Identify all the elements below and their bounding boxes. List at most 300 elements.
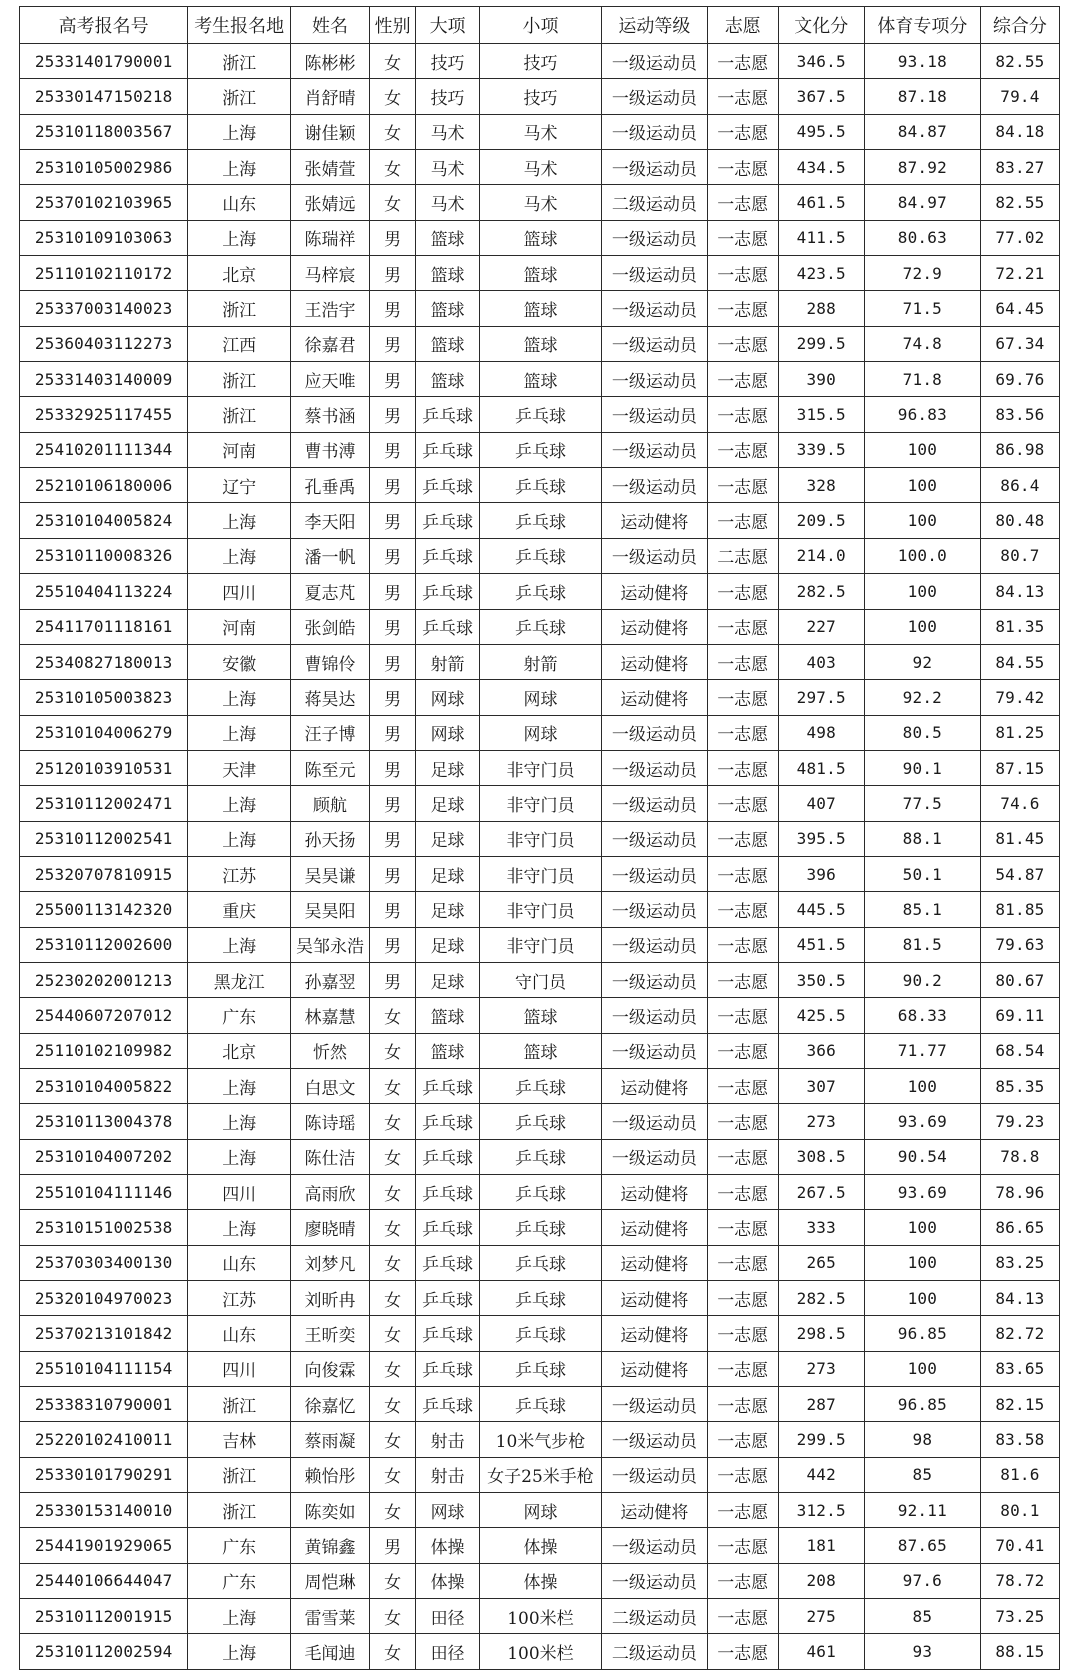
exam-id-cell: 25330101790291 (20, 1457, 188, 1492)
name-cell: 孙嘉翌 (291, 962, 370, 997)
table-row (20, 786, 1060, 821)
event-cell: 守门员 (479, 962, 601, 997)
region-cell: 广东 (188, 1563, 291, 1598)
name-cell: 刘昕冉 (291, 1281, 370, 1316)
event-cell: 篮球 (479, 256, 601, 291)
category-cell: 足球 (416, 821, 480, 856)
region-cell: 北京 (188, 1033, 291, 1068)
event-cell: 乒乓球 (479, 1210, 601, 1245)
exam-id-cell: 25310118003567 (20, 114, 188, 149)
event-cell: 乒乓球 (479, 1316, 601, 1351)
total-score-cell: 80.1 (980, 1493, 1059, 1528)
category-cell: 足球 (416, 750, 480, 785)
category-cell: 田径 (416, 1599, 480, 1634)
event-cell: 乒乓球 (479, 538, 601, 573)
preference-cell: 一志愿 (707, 998, 778, 1033)
total-score-cell: 78.8 (980, 1139, 1059, 1174)
sports-score-cell: 100 (864, 1210, 980, 1245)
table-row (20, 750, 1060, 785)
exam-id-cell: 25370303400130 (20, 1245, 188, 1280)
region-cell: 上海 (188, 927, 291, 962)
academic-score-cell: 315.5 (778, 397, 864, 432)
gender-cell: 女 (370, 1104, 416, 1139)
sports-score-cell: 77.5 (864, 786, 980, 821)
academic-score-cell: 339.5 (778, 432, 864, 467)
exam-id-cell: 25110102110172 (20, 256, 188, 291)
name-cell: 王昕奕 (291, 1316, 370, 1351)
athlete-level-cell: 二级运动员 (602, 1599, 708, 1634)
table-row (20, 114, 1060, 149)
event-cell: 非守门员 (479, 821, 601, 856)
exam-id-cell: 25310109103063 (20, 220, 188, 255)
athlete-level-cell: 一级运动员 (602, 291, 708, 326)
event-cell: 非守门员 (479, 892, 601, 927)
gender-cell: 女 (370, 1281, 416, 1316)
total-score-cell: 79.23 (980, 1104, 1059, 1139)
exam-id-cell: 25510104111146 (20, 1175, 188, 1210)
sports-score-cell: 80.5 (864, 715, 980, 750)
academic-score-cell: 367.5 (778, 79, 864, 114)
athlete-level-cell: 一级运动员 (602, 397, 708, 432)
event-cell: 篮球 (479, 220, 601, 255)
preference-cell: 一志愿 (707, 1316, 778, 1351)
gender-cell: 男 (370, 432, 416, 467)
category-cell: 射击 (416, 1422, 480, 1457)
academic-score-cell: 275 (778, 1599, 864, 1634)
category-cell: 乒乓球 (416, 1068, 480, 1103)
sports-score-cell: 100.0 (864, 538, 980, 573)
table-row (20, 821, 1060, 856)
academic-score-cell: 181 (778, 1528, 864, 1563)
region-cell: 安徽 (188, 644, 291, 679)
region-cell: 浙江 (188, 1493, 291, 1528)
category-cell: 篮球 (416, 1033, 480, 1068)
athlete-level-cell: 一级运动员 (602, 750, 708, 785)
table-row (20, 680, 1060, 715)
region-cell: 浙江 (188, 291, 291, 326)
table-row (20, 1210, 1060, 1245)
gender-cell: 女 (370, 1634, 416, 1669)
event-cell: 乒乓球 (479, 1175, 601, 1210)
region-cell: 辽宁 (188, 468, 291, 503)
region-cell: 山东 (188, 185, 291, 220)
exam-id-cell: 25320707810915 (20, 856, 188, 891)
category-cell: 足球 (416, 786, 480, 821)
name-cell: 王浩宇 (291, 291, 370, 326)
event-cell: 女子25米手枪 (479, 1457, 601, 1492)
event-cell: 非守门员 (479, 856, 601, 891)
event-cell: 技巧 (479, 44, 601, 79)
exam-id-cell: 25310110008326 (20, 538, 188, 573)
athlete-level-cell: 一级运动员 (602, 432, 708, 467)
event-cell: 射箭 (479, 644, 601, 679)
category-cell: 乒乓球 (416, 397, 480, 432)
total-score-cell: 72.21 (980, 256, 1059, 291)
column-header-sports-score: 体育专项分 (864, 7, 980, 44)
preference-cell: 一志愿 (707, 1068, 778, 1103)
table-row (20, 609, 1060, 644)
category-cell: 乒乓球 (416, 1210, 480, 1245)
table-row (20, 397, 1060, 432)
category-cell: 篮球 (416, 220, 480, 255)
region-cell: 四川 (188, 1175, 291, 1210)
event-cell: 非守门员 (479, 786, 601, 821)
total-score-cell: 80.7 (980, 538, 1059, 573)
exam-id-cell: 25337003140023 (20, 291, 188, 326)
event-cell: 乒乓球 (479, 609, 601, 644)
region-cell: 广东 (188, 998, 291, 1033)
region-cell: 北京 (188, 256, 291, 291)
name-cell: 陈奕如 (291, 1493, 370, 1528)
category-cell: 乒乓球 (416, 1139, 480, 1174)
exam-id-cell: 25310105002986 (20, 150, 188, 185)
preference-cell: 一志愿 (707, 291, 778, 326)
preference-cell: 一志愿 (707, 892, 778, 927)
preference-cell: 一志愿 (707, 185, 778, 220)
preference-cell: 一志愿 (707, 1563, 778, 1598)
table-row (20, 291, 1060, 326)
total-score-cell: 87.15 (980, 750, 1059, 785)
region-cell: 上海 (188, 1068, 291, 1103)
academic-score-cell: 328 (778, 468, 864, 503)
column-header-name: 姓名 (291, 7, 370, 44)
region-cell: 上海 (188, 503, 291, 538)
region-cell: 江西 (188, 326, 291, 361)
academic-score-cell: 208 (778, 1563, 864, 1598)
region-cell: 上海 (188, 680, 291, 715)
exam-id-cell: 25331403140009 (20, 362, 188, 397)
preference-cell: 一志愿 (707, 750, 778, 785)
name-cell: 忻然 (291, 1033, 370, 1068)
table-row (20, 892, 1060, 927)
sports-score-cell: 90.54 (864, 1139, 980, 1174)
event-cell: 非守门员 (479, 927, 601, 962)
total-score-cell: 81.35 (980, 609, 1059, 644)
name-cell: 陈彬彬 (291, 44, 370, 79)
sports-score-cell: 93 (864, 1634, 980, 1669)
region-cell: 上海 (188, 1634, 291, 1669)
exam-id-cell: 25120103910531 (20, 750, 188, 785)
preference-cell: 一志愿 (707, 220, 778, 255)
athlete-level-cell: 一级运动员 (602, 962, 708, 997)
event-cell: 篮球 (479, 362, 601, 397)
sports-score-cell: 90.1 (864, 750, 980, 785)
sports-score-cell: 97.6 (864, 1563, 980, 1598)
category-cell: 足球 (416, 962, 480, 997)
academic-score-cell: 498 (778, 715, 864, 750)
column-header-exam-id: 高考报名号 (20, 7, 188, 44)
region-cell: 上海 (188, 1599, 291, 1634)
gender-cell: 女 (370, 1563, 416, 1598)
name-cell: 毛闻迪 (291, 1634, 370, 1669)
name-cell: 马梓宸 (291, 256, 370, 291)
exam-id-cell: 25330147150218 (20, 79, 188, 114)
gender-cell: 男 (370, 220, 416, 255)
name-cell: 陈瑞祥 (291, 220, 370, 255)
academic-score-cell: 346.5 (778, 44, 864, 79)
region-cell: 上海 (188, 220, 291, 255)
gender-cell: 女 (370, 79, 416, 114)
academic-score-cell: 299.5 (778, 1422, 864, 1457)
exam-id-cell: 25230202001213 (20, 962, 188, 997)
total-score-cell: 83.65 (980, 1351, 1059, 1386)
exam-id-cell: 25310105003823 (20, 680, 188, 715)
table-row (20, 1599, 1060, 1634)
athlete-level-cell: 运动健将 (602, 1351, 708, 1386)
sports-score-cell: 74.8 (864, 326, 980, 361)
academic-score-cell: 425.5 (778, 998, 864, 1033)
academic-score-cell: 209.5 (778, 503, 864, 538)
exam-id-cell: 25310104005824 (20, 503, 188, 538)
exam-id-cell: 25220102410011 (20, 1422, 188, 1457)
preference-cell: 一志愿 (707, 574, 778, 609)
name-cell: 高雨欣 (291, 1175, 370, 1210)
gender-cell: 男 (370, 538, 416, 573)
name-cell: 徐嘉君 (291, 326, 370, 361)
gender-cell: 女 (370, 1139, 416, 1174)
academic-score-cell: 481.5 (778, 750, 864, 785)
region-cell: 山东 (188, 1316, 291, 1351)
name-cell: 吴邹永浩 (291, 927, 370, 962)
name-cell: 蒋昊达 (291, 680, 370, 715)
region-cell: 浙江 (188, 79, 291, 114)
academic-score-cell: 287 (778, 1387, 864, 1422)
athlete-level-cell: 运动健将 (602, 644, 708, 679)
event-cell: 乒乓球 (479, 574, 601, 609)
total-score-cell: 84.13 (980, 574, 1059, 609)
event-cell: 乒乓球 (479, 432, 601, 467)
exam-id-cell: 25360403112273 (20, 326, 188, 361)
athlete-level-cell: 运动健将 (602, 1493, 708, 1528)
gender-cell: 男 (370, 256, 416, 291)
gender-cell: 女 (370, 1033, 416, 1068)
name-cell: 刘梦凡 (291, 1245, 370, 1280)
gender-cell: 男 (370, 503, 416, 538)
event-cell: 乒乓球 (479, 1351, 601, 1386)
total-score-cell: 84.18 (980, 114, 1059, 149)
preference-cell: 一志愿 (707, 1210, 778, 1245)
name-cell: 夏志芃 (291, 574, 370, 609)
region-cell: 黑龙江 (188, 962, 291, 997)
category-cell: 乒乓球 (416, 1245, 480, 1280)
academic-score-cell: 350.5 (778, 962, 864, 997)
table-row (20, 432, 1060, 467)
gender-cell: 男 (370, 715, 416, 750)
category-cell: 乒乓球 (416, 609, 480, 644)
preference-cell: 一志愿 (707, 1245, 778, 1280)
category-cell: 网球 (416, 715, 480, 750)
table-row (20, 220, 1060, 255)
exam-id-cell: 25340827180013 (20, 644, 188, 679)
preference-cell: 一志愿 (707, 1033, 778, 1068)
total-score-cell: 81.85 (980, 892, 1059, 927)
athlete-level-cell: 一级运动员 (602, 150, 708, 185)
athlete-level-cell: 一级运动员 (602, 538, 708, 573)
gender-cell: 女 (370, 1175, 416, 1210)
total-score-cell: 64.45 (980, 291, 1059, 326)
gender-cell: 男 (370, 927, 416, 962)
exam-id-cell: 25310104006279 (20, 715, 188, 750)
sports-score-cell: 84.87 (864, 114, 980, 149)
total-score-cell: 80.48 (980, 503, 1059, 538)
athlete-level-cell: 一级运动员 (602, 468, 708, 503)
athlete-level-cell: 一级运动员 (602, 220, 708, 255)
name-cell: 蔡书涵 (291, 397, 370, 432)
gender-cell: 男 (370, 362, 416, 397)
region-cell: 上海 (188, 538, 291, 573)
column-header-gender: 性别 (370, 7, 416, 44)
category-cell: 乒乓球 (416, 503, 480, 538)
gender-cell: 女 (370, 1387, 416, 1422)
preference-cell: 一志愿 (707, 256, 778, 291)
table-row (20, 962, 1060, 997)
region-cell: 上海 (188, 715, 291, 750)
event-cell: 乒乓球 (479, 1104, 601, 1139)
gender-cell: 女 (370, 1351, 416, 1386)
total-score-cell: 68.54 (980, 1033, 1059, 1068)
total-score-cell: 70.41 (980, 1528, 1059, 1563)
preference-cell: 一志愿 (707, 927, 778, 962)
exam-id-cell: 25310112002541 (20, 821, 188, 856)
category-cell: 网球 (416, 1493, 480, 1528)
preference-cell: 一志愿 (707, 1599, 778, 1634)
athlete-level-cell: 运动健将 (602, 1316, 708, 1351)
gender-cell: 女 (370, 114, 416, 149)
category-cell: 乒乓球 (416, 1351, 480, 1386)
gender-cell: 男 (370, 574, 416, 609)
exam-id-cell: 25330153140010 (20, 1493, 188, 1528)
exam-id-cell: 25110102109982 (20, 1033, 188, 1068)
preference-cell: 一志愿 (707, 609, 778, 644)
event-cell: 技巧 (479, 79, 601, 114)
total-score-cell: 82.55 (980, 44, 1059, 79)
gender-cell: 女 (370, 1422, 416, 1457)
exam-id-cell: 25410201111344 (20, 432, 188, 467)
total-score-cell: 82.55 (980, 185, 1059, 220)
sports-score-cell: 100 (864, 1351, 980, 1386)
name-cell: 张剑皓 (291, 609, 370, 644)
total-score-cell: 74.6 (980, 786, 1059, 821)
preference-cell: 一志愿 (707, 79, 778, 114)
preference-cell: 一志愿 (707, 962, 778, 997)
region-cell: 吉林 (188, 1422, 291, 1457)
sports-score-cell: 100 (864, 1281, 980, 1316)
academic-score-cell: 445.5 (778, 892, 864, 927)
preference-cell: 一志愿 (707, 644, 778, 679)
region-cell: 上海 (188, 114, 291, 149)
name-cell: 雷雪莱 (291, 1599, 370, 1634)
table-row (20, 468, 1060, 503)
preference-cell: 一志愿 (707, 114, 778, 149)
region-cell: 江苏 (188, 1281, 291, 1316)
gender-cell: 女 (370, 1316, 416, 1351)
name-cell: 孙天扬 (291, 821, 370, 856)
table-row (20, 1563, 1060, 1598)
event-cell: 篮球 (479, 998, 601, 1033)
table-row (20, 1033, 1060, 1068)
exam-id-cell: 25440106644047 (20, 1563, 188, 1598)
event-cell: 乒乓球 (479, 1245, 601, 1280)
athlete-level-cell: 一级运动员 (602, 1033, 708, 1068)
gender-cell: 女 (370, 1457, 416, 1492)
academic-score-cell: 288 (778, 291, 864, 326)
total-score-cell: 79.63 (980, 927, 1059, 962)
preference-cell: 一志愿 (707, 821, 778, 856)
column-header-athlete-level: 运动等级 (602, 7, 708, 44)
sports-score-cell: 87.92 (864, 150, 980, 185)
exam-id-cell: 25411701118161 (20, 609, 188, 644)
gender-cell: 男 (370, 962, 416, 997)
region-cell: 上海 (188, 1139, 291, 1174)
exam-id-cell: 25332925117455 (20, 397, 188, 432)
preference-cell: 一志愿 (707, 1351, 778, 1386)
name-cell: 蔡雨凝 (291, 1422, 370, 1457)
academic-score-cell: 282.5 (778, 574, 864, 609)
athlete-level-cell: 运动健将 (602, 574, 708, 609)
academic-score-cell: 461.5 (778, 185, 864, 220)
total-score-cell: 85.35 (980, 1068, 1059, 1103)
table-row (20, 1387, 1060, 1422)
athlete-level-cell: 一级运动员 (602, 892, 708, 927)
total-score-cell: 86.65 (980, 1210, 1059, 1245)
category-cell: 篮球 (416, 998, 480, 1033)
preference-cell: 一志愿 (707, 432, 778, 467)
exam-id-cell: 25440607207012 (20, 998, 188, 1033)
region-cell: 河南 (188, 432, 291, 467)
table-row (20, 1068, 1060, 1103)
sports-score-cell: 100 (864, 432, 980, 467)
academic-score-cell: 403 (778, 644, 864, 679)
gender-cell: 女 (370, 998, 416, 1033)
name-cell: 肖舒晴 (291, 79, 370, 114)
exam-id-cell: 25441901929065 (20, 1528, 188, 1563)
preference-cell: 一志愿 (707, 1104, 778, 1139)
table-row (20, 1634, 1060, 1669)
academic-score-cell: 265 (778, 1245, 864, 1280)
total-score-cell: 69.76 (980, 362, 1059, 397)
table-row (20, 1316, 1060, 1351)
event-cell: 100米栏 (479, 1634, 601, 1669)
table-row (20, 1104, 1060, 1139)
athlete-level-cell: 一级运动员 (602, 1422, 708, 1457)
table-row (20, 715, 1060, 750)
athlete-level-cell: 一级运动员 (602, 927, 708, 962)
region-cell: 天津 (188, 750, 291, 785)
preference-cell: 一志愿 (707, 1139, 778, 1174)
academic-score-cell: 298.5 (778, 1316, 864, 1351)
sports-score-cell: 71.77 (864, 1033, 980, 1068)
gender-cell: 女 (370, 1245, 416, 1280)
preference-cell: 一志愿 (707, 397, 778, 432)
table-row (20, 1281, 1060, 1316)
event-cell: 10米气步枪 (479, 1422, 601, 1457)
exam-id-cell: 25310112002600 (20, 927, 188, 962)
table-row (20, 927, 1060, 962)
column-header-total-score: 综合分 (980, 7, 1059, 44)
region-cell: 上海 (188, 1210, 291, 1245)
academic-score-cell: 273 (778, 1104, 864, 1139)
exam-id-cell: 25310104005822 (20, 1068, 188, 1103)
table-row (20, 1245, 1060, 1280)
region-cell: 山东 (188, 1245, 291, 1280)
category-cell: 射箭 (416, 644, 480, 679)
preference-cell: 一志愿 (707, 150, 778, 185)
category-cell: 田径 (416, 1634, 480, 1669)
sports-score-cell: 96.85 (864, 1387, 980, 1422)
total-score-cell: 79.4 (980, 79, 1059, 114)
sports-score-cell: 100 (864, 1245, 980, 1280)
name-cell: 向俊霖 (291, 1351, 370, 1386)
